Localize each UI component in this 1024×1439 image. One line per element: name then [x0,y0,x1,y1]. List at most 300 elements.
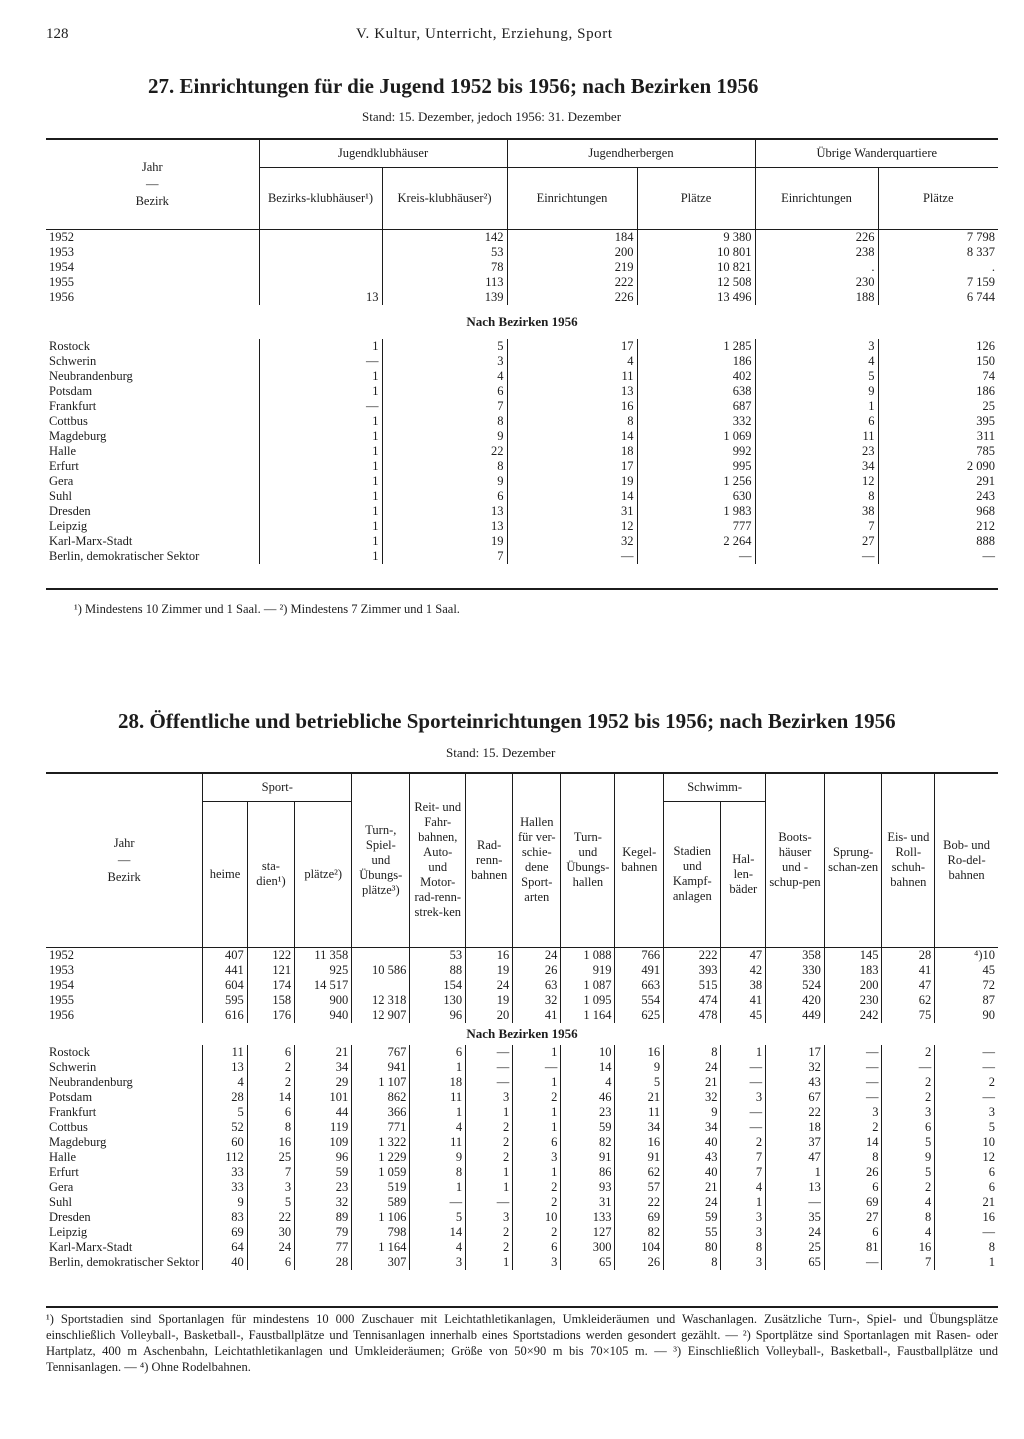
row-label: Potsdam [49,383,93,398]
table-cell: 1 [935,1255,998,1270]
table-cell: 18 [410,1075,466,1090]
table-cell: 1 087 [561,978,615,993]
table-cell: 34 [615,1120,664,1135]
table-cell: — [721,1075,766,1090]
table-cell: 307 [352,1255,410,1270]
table-cell: 12 508 [637,275,755,290]
row-label: Dresden [49,1209,91,1224]
stub-jahr-28: Jahr [113,835,135,850]
table-cell: 6 [247,1045,294,1060]
table-cell: — [824,1060,882,1075]
table-cell: 13 [259,290,382,305]
table-cell: 57 [615,1180,664,1195]
chapter-header: V. Kultur, Unterricht, Erziehung, Sport [356,26,613,42]
table27 [46,138,998,564]
table28-districts-body [46,1045,998,1270]
table-cell: 940 [295,1008,352,1023]
table-cell: 9 380 [637,229,755,245]
table-cell: 38 [755,504,878,519]
table-row [46,947,998,963]
table28-title: 28. Öffentliche und betriebliche Sporteinrichtungen 1952 bis 1956; nach Bezirken 1956 [118,709,896,733]
table-cell: 59 [561,1120,615,1135]
table-cell: 32 [513,993,561,1008]
table-cell: 21 [295,1045,352,1060]
table-cell: 11 [755,429,878,444]
table-cell: 222 [507,275,637,290]
table-row [46,1255,998,1270]
table-row [46,459,998,474]
col-jh-einrichtungen: Einrichtungen [507,167,637,229]
table-cell: 82 [561,1135,615,1150]
table-cell: 184 [507,229,637,245]
table-cell: 11 [203,1045,247,1060]
table-cell: 200 [824,978,882,993]
table-cell: 19 [507,474,637,489]
table-row [46,1008,998,1023]
table-cell: 604 [203,978,247,993]
table-cell: 900 [295,993,352,1008]
table-cell: 2 264 [637,534,755,549]
table-cell: 12 907 [352,1008,410,1023]
table-cell: 7 [882,1255,935,1270]
table-cell: 919 [561,963,615,978]
table-cell: 188 [755,290,878,305]
table-cell: 91 [561,1150,615,1165]
table-cell: 8 337 [878,245,998,260]
table-cell: — [466,1060,513,1075]
col28-eisbahnen: Eis- und Roll-schuh-bahnen [882,773,935,947]
table-cell: 11 [410,1135,466,1150]
table-cell: 25 [247,1150,294,1165]
table-row [46,978,998,993]
table-cell: — [507,549,637,564]
table-cell: 18 [507,444,637,459]
table-cell: 2 [721,1135,766,1150]
table-cell: 6 [247,1105,294,1120]
table-cell: 26 [513,963,561,978]
stub-bezirk-28: Bezirk [107,869,141,884]
table-cell: 995 [637,459,755,474]
table-cell: 3 [466,1210,513,1225]
row-label: 1953 [49,244,74,259]
table27-stub-header [46,139,259,229]
row-label: 1955 [49,274,74,289]
table-cell: 16 [615,1045,664,1060]
row-label: Cottbus [49,413,88,428]
table-row [46,245,998,260]
table-cell: — [882,1060,935,1075]
table-cell: 5 [882,1165,935,1180]
row-label: Berlin, demokratischer Sektor [49,1254,200,1269]
table27-group-jugendklubhaeuser: Jugendklubhäuser [259,139,507,167]
table-cell: 7 [382,399,507,414]
table-cell: 1 322 [352,1135,410,1150]
table-cell: 53 [382,245,507,260]
table-cell: 16 [247,1135,294,1150]
table-cell: 7 159 [878,275,998,290]
table27-years-body [46,229,998,305]
table-cell: 122 [247,947,294,963]
table-row [46,229,998,245]
row-label: 1955 [49,992,74,1007]
table-cell: 3 [935,1105,998,1120]
table-cell: 630 [637,489,755,504]
table-cell: 9 [664,1105,721,1120]
table-cell: 2 [882,1180,935,1195]
table-cell: 16 [615,1135,664,1150]
table-cell: 2 [466,1240,513,1255]
row-label: Frankfurt [49,1104,97,1119]
table-cell: 24 [247,1240,294,1255]
table-cell: 65 [561,1255,615,1270]
table-cell: 238 [755,245,878,260]
stub-bezirk: Bezirk [135,193,169,208]
row-label: Cottbus [49,1119,88,1134]
table-cell: 16 [935,1210,998,1225]
table-cell: 2 [882,1045,935,1060]
table-cell: 1 [259,444,382,459]
table-cell: 1 [466,1105,513,1120]
table-cell: 226 [755,229,878,245]
table-cell: 2 [824,1120,882,1135]
table-cell: — [755,549,878,564]
table-cell: 87 [935,993,998,1008]
table-cell: — [637,549,755,564]
table-cell: 12 [935,1150,998,1165]
table-cell: 766 [615,947,664,963]
row-label: 1953 [49,962,74,977]
table-cell: 13 [507,384,637,399]
table-cell: 638 [637,384,755,399]
table-cell: 104 [615,1240,664,1255]
table-cell: 3 [410,1255,466,1270]
table-cell: 212 [878,519,998,534]
table-cell: 515 [664,978,721,993]
table-cell: 16 [882,1240,935,1255]
col-kreisklubhaeuser: Kreis-klubhäuser²) [382,167,507,229]
table-cell: 230 [755,275,878,290]
table-row [46,534,998,549]
table-cell: 37 [766,1135,825,1150]
table-cell: 2 [513,1180,561,1195]
table-cell [259,275,382,290]
table-cell: 420 [766,993,825,1008]
table-cell: 6 [410,1045,466,1060]
table-cell: 925 [295,963,352,978]
table-cell: 139 [382,290,507,305]
table-cell: — [259,354,382,369]
table-cell: 25 [766,1240,825,1255]
table-cell: 21 [935,1195,998,1210]
table28-group-schwimm: Schwimm- [664,773,766,801]
col28-radrennbahnen: Rad-renn-bahnen [466,773,513,947]
table-cell: 2 [513,1225,561,1240]
table-cell: 14 [507,489,637,504]
table-cell: 8 [882,1210,935,1225]
table-cell: — [824,1045,882,1060]
table-cell: 14 [824,1135,882,1150]
table-cell: 1 [466,1255,513,1270]
table-cell: 27 [755,534,878,549]
table-cell: 24 [513,947,561,963]
table-cell: 7 798 [878,229,998,245]
row-label: Magdeburg [49,428,107,443]
row-label: 1952 [49,229,74,244]
table-cell: — [259,399,382,414]
table-cell: — [935,1060,998,1075]
table-cell: 22 [766,1105,825,1120]
table-cell: 41 [882,963,935,978]
table-cell: 407 [203,947,247,963]
table-cell: 90 [935,1008,998,1023]
table-cell: 1 164 [352,1240,410,1255]
table-cell: 127 [561,1225,615,1240]
table-cell: 687 [637,399,755,414]
table-cell: 888 [878,534,998,549]
table-cell: 291 [878,474,998,489]
table-row [46,444,998,459]
table-cell: 625 [615,1008,664,1023]
table-cell: 13 [382,519,507,534]
table-cell: 2 [247,1060,294,1075]
table-cell: 300 [561,1240,615,1255]
table-row [46,1210,998,1225]
stub-dash-28: — [117,852,131,867]
table-cell: 19 [382,534,507,549]
table-row [46,260,998,275]
table-cell: 11 358 [295,947,352,963]
col28-plaetze: plätze²) [295,801,352,947]
table-cell: 25 [878,399,998,414]
table-cell: 142 [382,229,507,245]
table-cell: 3 [721,1210,766,1225]
table-cell: 35 [766,1210,825,1225]
table-cell: 8 [824,1150,882,1165]
table-cell: 1 164 [561,1008,615,1023]
table-cell: 3 [882,1105,935,1120]
table-cell: 183 [824,963,882,978]
table28-years-body [46,947,998,1023]
table-cell: 6 [513,1135,561,1150]
table-cell: 402 [637,369,755,384]
table-cell: 3 [721,1090,766,1105]
table-cell: 9 [755,384,878,399]
table-cell: 7 [755,519,878,534]
table-cell: 6 [824,1225,882,1240]
table-row [46,1225,998,1240]
row-label: Karl-Marx-Stadt [49,533,133,548]
table-cell: 69 [203,1225,247,1240]
table-cell: 7 [721,1165,766,1180]
table-cell: — [824,1075,882,1090]
table-cell: 72 [935,978,998,993]
row-label: Gera [49,473,74,488]
table-cell: 2 [466,1120,513,1135]
table-cell: 968 [878,504,998,519]
row-label: Leipzig [49,518,88,533]
table-cell: 8 [382,459,507,474]
table-cell: 186 [637,354,755,369]
table-cell: 1 [259,519,382,534]
table-cell: 554 [615,993,664,1008]
table-cell: 174 [247,978,294,993]
row-label: Rostock [49,338,90,353]
table-cell: 2 [935,1075,998,1090]
table-cell: — [721,1120,766,1135]
table-cell: 33 [203,1165,247,1180]
table-cell: 1 [513,1165,561,1180]
table-cell: 395 [878,414,998,429]
table-row [46,1120,998,1135]
table-cell: 62 [882,993,935,1008]
table27-group-jugendherbergen: Jugendherbergen [507,139,755,167]
col28-reitbahnen: Reit- und Fahr-bahnen, Auto- und Motor-rad-renn-strek-ken [410,773,466,947]
table-cell: 176 [247,1008,294,1023]
row-label: Magdeburg [49,1134,107,1149]
table-cell: 6 [882,1120,935,1135]
table-row [46,339,998,354]
table28 [46,772,998,1270]
table-cell: 77 [295,1240,352,1255]
table-cell: 24 [664,1060,721,1075]
table-cell: 2 [466,1135,513,1150]
table-cell: 1 [466,1165,513,1180]
table-cell: 22 [615,1195,664,1210]
table-cell: 33 [203,1180,247,1195]
table-cell: 26 [615,1255,664,1270]
table-cell: 941 [352,1060,410,1075]
table-cell: 4 [203,1075,247,1090]
table-row [46,1135,998,1150]
table-cell: 17 [507,339,637,354]
table-cell: 42 [721,963,766,978]
table-cell: 474 [664,993,721,1008]
col28-hallen: Hallen für ver-schie-dene Sport-arten [513,773,561,947]
table-cell: 1 256 [637,474,755,489]
col28-kegelbahnen: Kegel-bahnen [615,773,664,947]
table-cell: 6 [513,1240,561,1255]
table-cell: 74 [878,369,998,384]
table-row [46,369,998,384]
row-label: Erfurt [49,1164,79,1179]
table-cell: 12 318 [352,993,410,1008]
table27-title: 27. Einrichtungen für die Jugend 1952 bis 1956; nach Bezirken 1956 [148,74,759,98]
table-cell: 1 [259,549,382,564]
table-cell [259,260,382,275]
table-cell [259,229,382,245]
table-cell: 366 [352,1105,410,1120]
table-cell: 133 [561,1210,615,1225]
table-cell: 158 [247,993,294,1008]
table-cell: 23 [295,1180,352,1195]
table-cell: 8 [247,1120,294,1135]
row-label: Suhl [49,1194,72,1209]
table-cell: 32 [507,534,637,549]
table-cell: 20 [466,1008,513,1023]
table-cell: 41 [513,1008,561,1023]
table-cell: 14 [247,1090,294,1105]
table-cell: 10 [561,1045,615,1060]
table-cell: 32 [295,1195,352,1210]
table-cell: — [766,1195,825,1210]
row-label: Gera [49,1179,74,1194]
table-cell: 9 [882,1150,935,1165]
table-row [46,1045,998,1060]
table-cell: 5 [615,1075,664,1090]
table-cell: 222 [664,947,721,963]
table-row [46,549,998,564]
table-cell: 4 [410,1120,466,1135]
table-cell: 9 [410,1150,466,1165]
page-number: 128 [46,26,69,42]
table-cell: 31 [507,504,637,519]
table-cell: — [466,1195,513,1210]
table-row [46,1060,998,1075]
table-cell: 589 [352,1195,410,1210]
table-cell: 595 [203,993,247,1008]
table-cell: 5 [382,339,507,354]
table-row [46,519,998,534]
table-cell: 7 [247,1165,294,1180]
table-cell: 777 [637,519,755,534]
table-cell: 1 [259,429,382,444]
table-cell: 44 [295,1105,352,1120]
table-cell: 27 [824,1210,882,1225]
table-cell: 119 [295,1120,352,1135]
table-cell: — [513,1060,561,1075]
table-cell: 1 285 [637,339,755,354]
table-cell: 2 090 [878,459,998,474]
row-label: Schwerin [49,353,97,368]
table-cell: 63 [513,978,561,993]
table-cell: 47 [882,978,935,993]
table-cell: 4 [561,1075,615,1090]
table28-subtitle: Stand: 15. Dezember [446,745,556,760]
table-row [46,414,998,429]
col-jh-plaetze: Plätze [637,167,755,229]
table-cell: 200 [507,245,637,260]
table-row [46,1105,998,1120]
table-cell: 28 [882,947,935,963]
table-cell: 22 [382,444,507,459]
table-cell: 1 [259,384,382,399]
table-cell: 126 [878,339,998,354]
table-cell: 616 [203,1008,247,1023]
table-cell: 785 [878,444,998,459]
table-cell: 5 [882,1135,935,1150]
col28-stadien: sta-dien¹) [247,801,294,947]
table-cell: 14 517 [295,978,352,993]
table-cell: . [878,260,998,275]
table-cell: 6 744 [878,290,998,305]
table-cell: 18 [766,1120,825,1135]
table-cell: 43 [664,1150,721,1165]
table-cell: 4 [507,354,637,369]
table-cell: 1 [259,369,382,384]
col-wq-plaetze: Plätze [878,167,998,229]
table-cell: 121 [247,963,294,978]
table-cell: ⁴)10 [935,947,998,963]
table27-group-wanderquartiere: Übrige Wanderquartiere [755,139,998,167]
table-cell: 150 [878,354,998,369]
table-cell: — [721,1060,766,1075]
table-cell: — [935,1045,998,1060]
table-cell: 6 [382,384,507,399]
row-label: Potsdam [49,1089,93,1104]
table-row [46,504,998,519]
row-label: Halle [49,443,77,458]
table-cell: 9 [382,429,507,444]
